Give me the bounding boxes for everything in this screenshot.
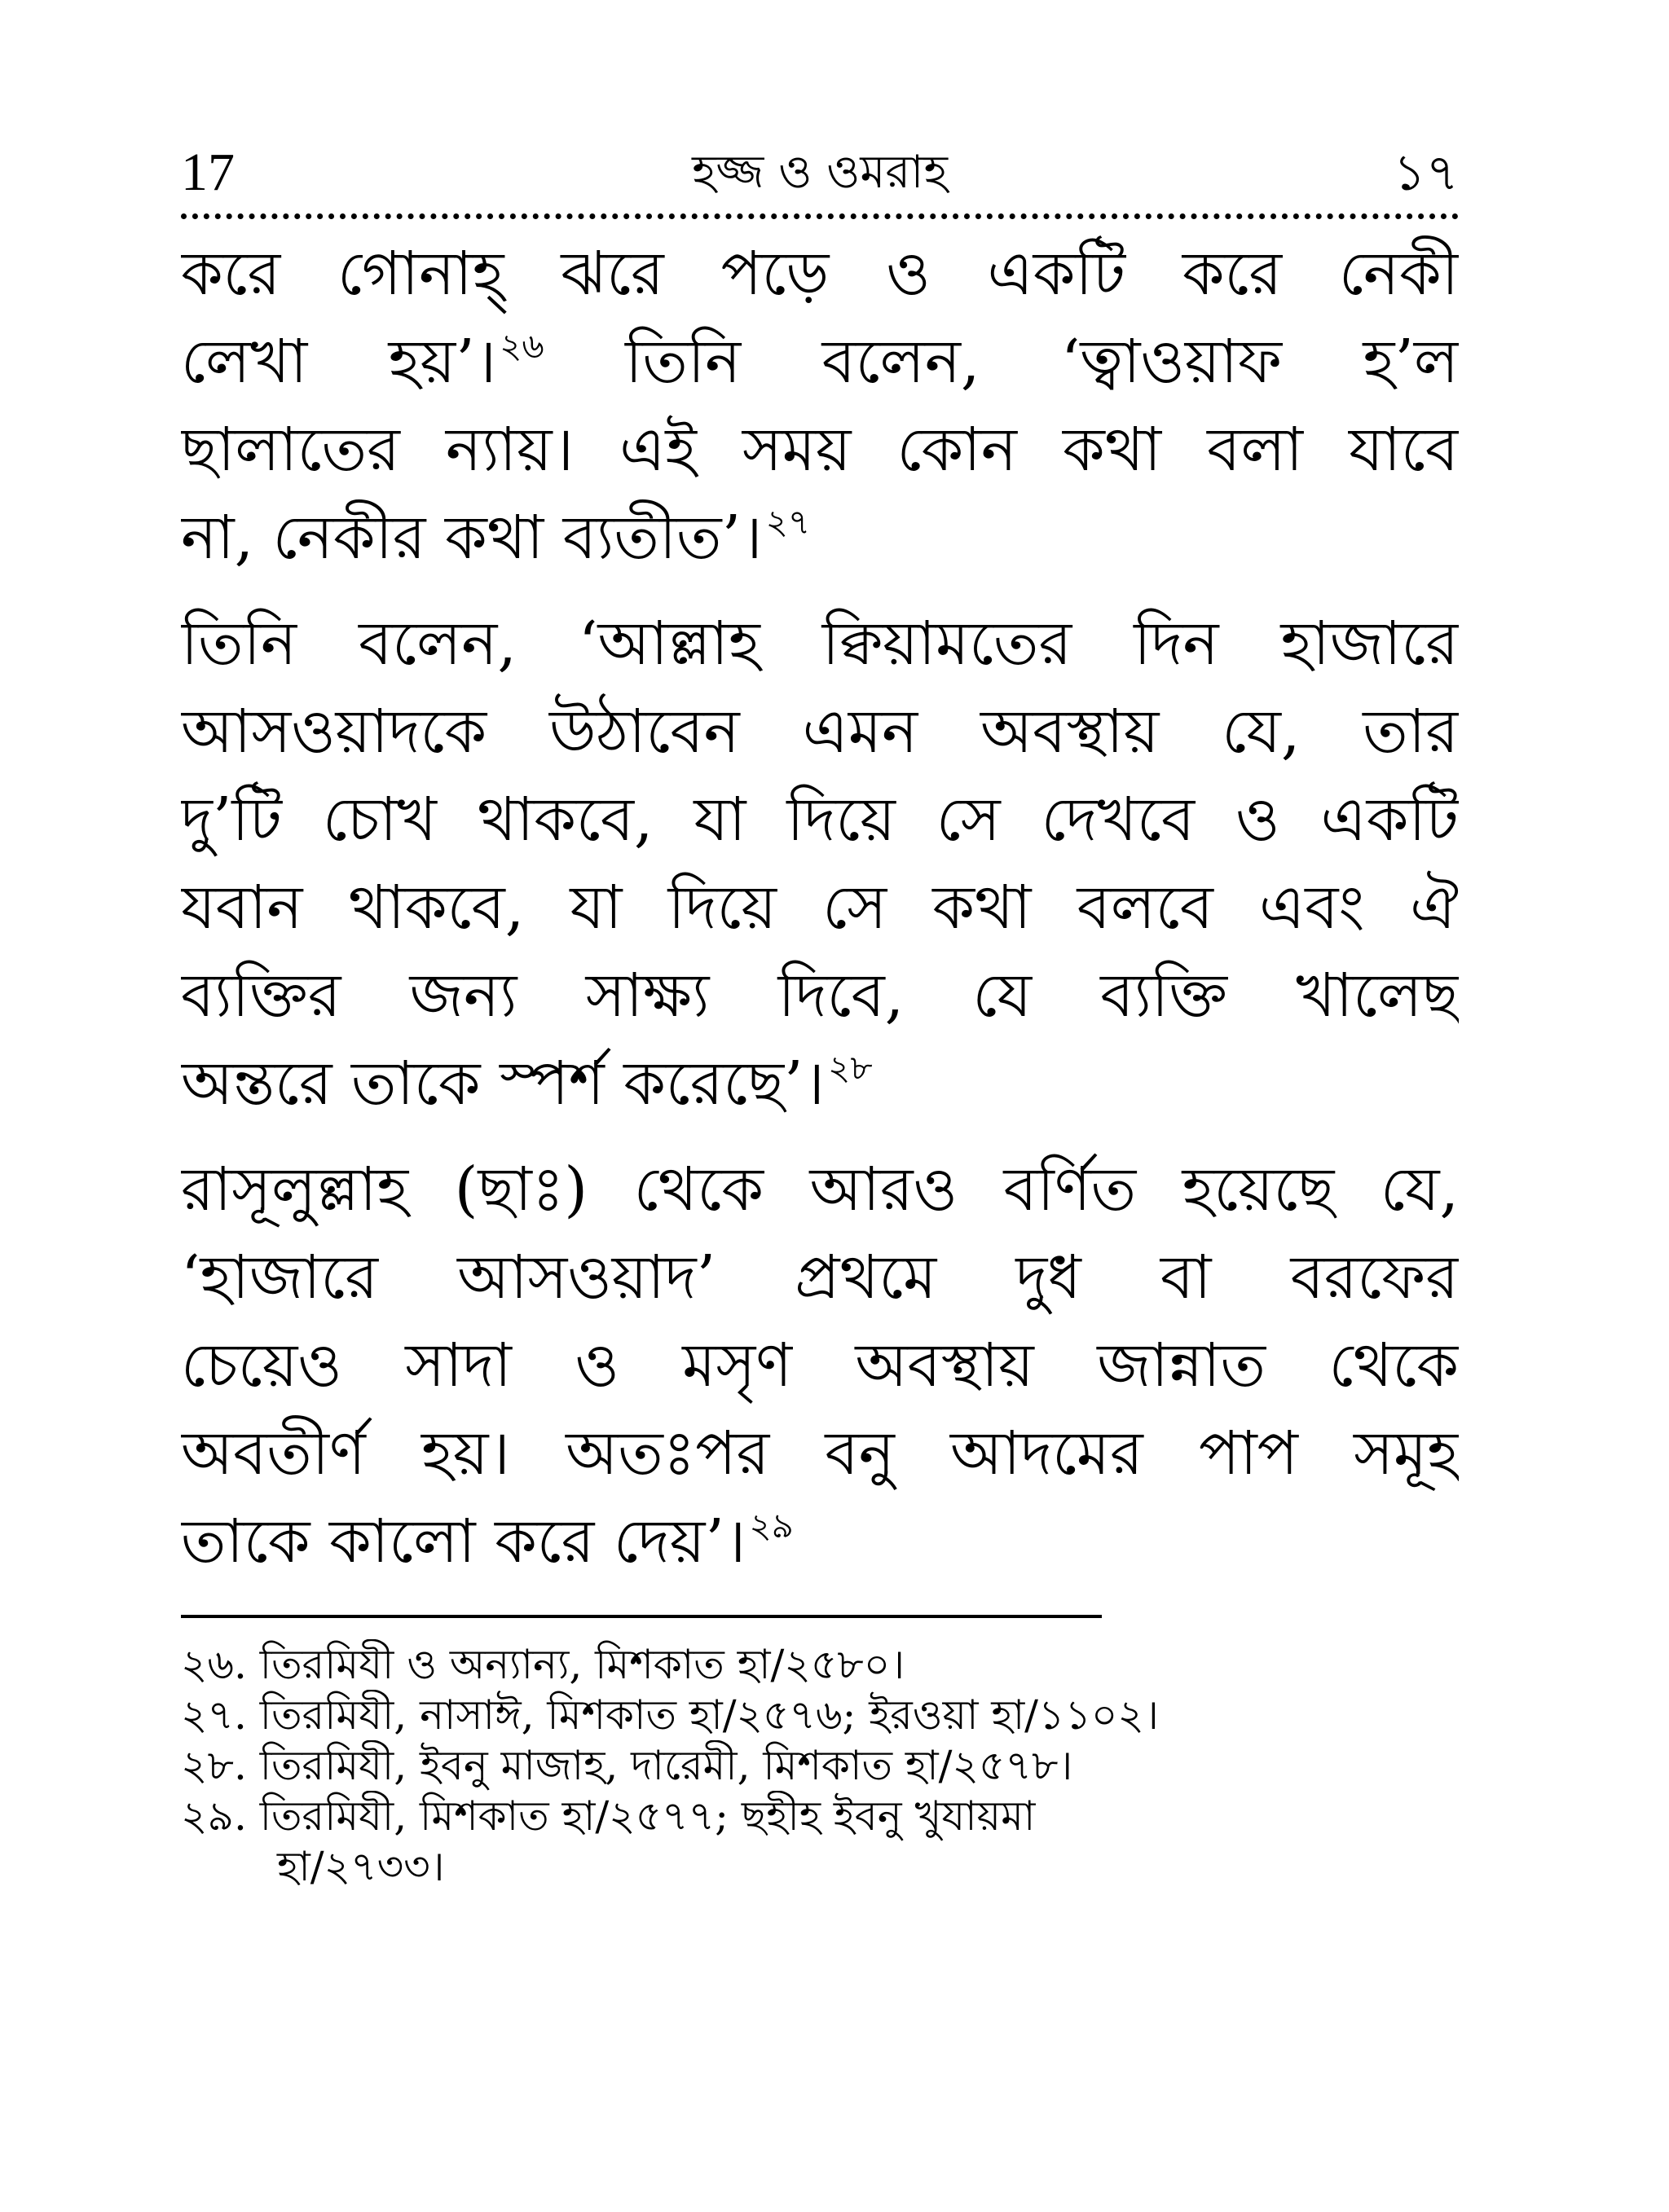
- text-line: ছালাতের ন্যায়। এই সময় কোন কথা বলা যাবে: [181, 415, 1459, 485]
- text-line: চেয়েও সাদা ও মসৃণ অবস্থায় জান্নাত থেকে: [181, 1330, 1459, 1401]
- text-line: [181, 1497, 1459, 1585]
- text-line: ব্যক্তির জন্য সাক্ষ্য দিবে, যে ব্যক্তি খালেছ: [181, 961, 1459, 1031]
- text-line: করে গোনাহ্ ঝরে পড়ে ও একটি করে নেকী: [181, 239, 1459, 309]
- text-fragment: না, নেকীর কথা ব্যতীত’।: [181, 503, 763, 573]
- main-text: [181, 230, 1459, 1603]
- paragraph-3: [181, 1146, 1459, 1585]
- paragraph-2: [181, 600, 1459, 1128]
- header-dotted-divider: [181, 213, 1459, 219]
- running-header: [181, 140, 1459, 205]
- text-line: [181, 1040, 1459, 1128]
- footnote-marker: ২৭: [765, 502, 811, 542]
- running-title: হজ্জ ও ওমরাহ: [692, 146, 948, 199]
- text-fragment: তিনি বলেন, ‘ত্বাওয়াফ হ’ল: [625, 327, 1459, 397]
- footnote-separator: [181, 1615, 1102, 1618]
- text-line: আসওয়াদকে উঠাবেন এমন অবস্থায় যে, তার: [181, 697, 1459, 767]
- page-number-bengali: ১৭: [1393, 143, 1459, 202]
- text-line: [181, 494, 1459, 582]
- paragraph-1: [181, 230, 1459, 582]
- footnote-marker: ২৯: [749, 1506, 794, 1546]
- text-line: তিনি বলেন, ‘আল্লাহ ক্বিয়ামতের দিন হাজারে: [181, 609, 1459, 679]
- footnote-item: ২৮. তিরমিযী, ইবনু মাজাহ, দারেমী, মিশকাত হা/২৫৭৮।: [181, 1742, 1073, 1789]
- footnotes: [181, 1639, 1459, 1892]
- text-line: যবান থাকবে, যা দিয়ে সে কথা বলবে এবং ঐ: [181, 873, 1459, 943]
- text-line: ‘হাজারে আসওয়াদ’ প্রথমে দুধ বা বরফের: [181, 1242, 1459, 1313]
- footnote-item: ২৯. তিরমিযী, মিশকাত হা/২৫৭৭; ছহীহ ইবনু খুযায়মা: [181, 1792, 1036, 1840]
- text-line: রাসূলুল্লাহ (ছাঃ) থেকে আরও বর্ণিত হয়েছে যে,: [181, 1154, 1459, 1225]
- footnote-item-continuation: হা/২৭৩৩।: [277, 1843, 445, 1890]
- page-number-latin: 17: [181, 143, 235, 202]
- text-line: অবতীর্ণ হয়। অতঃপর বনু আদমের পাপ সমূহ: [181, 1418, 1459, 1489]
- text-line: দু’টি চোখ থাকবে, যা দিয়ে সে দেখবে ও একটি: [181, 785, 1459, 855]
- text-fragment: তাকে কালো করে দেয়’।: [181, 1506, 746, 1577]
- footnote-marker: ২৮: [828, 1048, 873, 1088]
- footnote-item: ২৬. তিরমিযী ও অন্যান্য, মিশকাত হা/২৫৮০।: [181, 1641, 905, 1688]
- text-fragment: লেখা হয়’।: [181, 327, 497, 397]
- footnote-marker: ২৬: [500, 326, 544, 366]
- text-line: [181, 318, 1459, 406]
- footnote-item: ২৭. তিরমিযী, নাসাঈ, মিশকাত হা/২৫৭৬; ইরওয়া হা/১১০২।: [181, 1691, 1159, 1739]
- text-fragment: অন্তরে তাকে স্পর্শ করেছে’।: [181, 1049, 826, 1119]
